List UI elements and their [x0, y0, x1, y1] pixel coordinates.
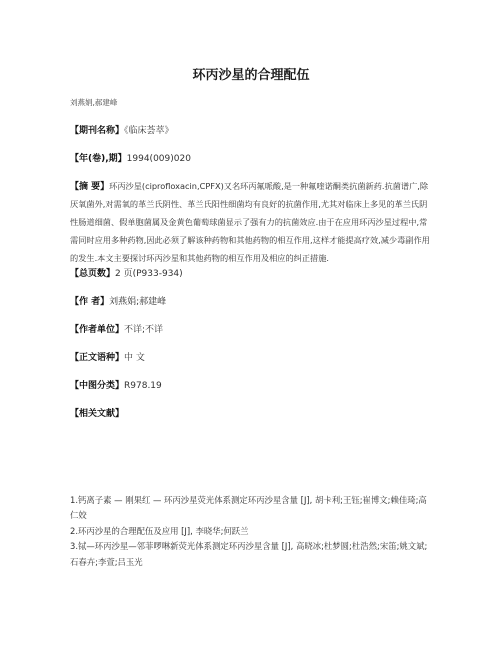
journal-field: [70, 123, 432, 140]
reference-item[interactable]: 1.钙离子素 — 刚果红 — 环丙沙星荧光体系测定环丙沙星含量 [J], 胡卡利;王钰;崔博文;赖佳琦;高仁姣: [70, 495, 427, 521]
year-issue-label: 【年(卷),期】: [70, 154, 127, 164]
language-value: 中 文: [124, 353, 145, 363]
reference-item[interactable]: 2.环丙沙星的合理配伍及应用 [J], 李晓华;何跃兰: [70, 525, 249, 536]
abstract-label: 【摘 要】: [70, 182, 110, 192]
pages-value: 2 页(P933-934): [115, 269, 183, 279]
document-title: 环丙沙星的合理配伍: [192, 68, 310, 83]
abstract-text: 环丙沙星(ciprofloxacin,CPFX)又名环丙氟哌酸,是一种氟喹诺酮类抗菌新药.抗菌谱广,除厌氧菌外,对需氧的革兰氏阴性、革兰氏阳性细菌均有良好的抗菌作用,尤其对临床上多见的革兰氏阴性肠道细菌、假单胞菌属及金黄色葡萄球菌显示了强有力的抗菌效应.由于在应用环丙沙星过程中,常需同时应用多种药物,因此必须了解该种药物和其他药物的相互作用,这样才能提高疗效,减少毒副作用的发生.本文主要探讨环丙沙星和其他药物的相互作用及相应的纠正措施.: [70, 181, 430, 263]
clc-label: 【中图分类】: [70, 381, 125, 391]
authors-label: 【作 者】: [70, 297, 110, 307]
pages-field: [70, 266, 432, 283]
document-authors: 刘燕娟,郝建峰: [70, 98, 118, 107]
clc-field: [70, 378, 432, 395]
reference-list: [70, 493, 432, 570]
pages-label: 【总页数】: [70, 269, 116, 279]
authors-value: 刘燕娟;郝建峰: [109, 297, 167, 307]
related-heading: [70, 406, 432, 423]
journal-label: 【期刊名称】: [70, 126, 125, 136]
authors-field: [70, 294, 432, 311]
reference-item[interactable]: 3.铽—环丙沙星—邻菲啰啉新荧光体系测定环丙沙星含量 [J], 高晓冰;杜梦圆;杜浩然;宋笛;姚文斌;石春卉;李萱;吕玉光: [70, 541, 428, 567]
language-label: 【正文语种】: [70, 353, 125, 363]
abstract-field: [70, 178, 432, 268]
affiliation-value: 不详;不详: [124, 325, 164, 335]
affiliation-field: [70, 322, 432, 339]
affiliation-label: 【作者单位】: [70, 325, 125, 335]
language-field: [70, 350, 432, 367]
journal-value: 《临床荟萃》: [124, 126, 174, 136]
related-label: 【相关文献】: [70, 409, 125, 419]
year-issue-field: [70, 151, 432, 168]
year-issue-value: 1994(009)020: [126, 154, 191, 164]
clc-value: R978.19: [124, 381, 162, 391]
